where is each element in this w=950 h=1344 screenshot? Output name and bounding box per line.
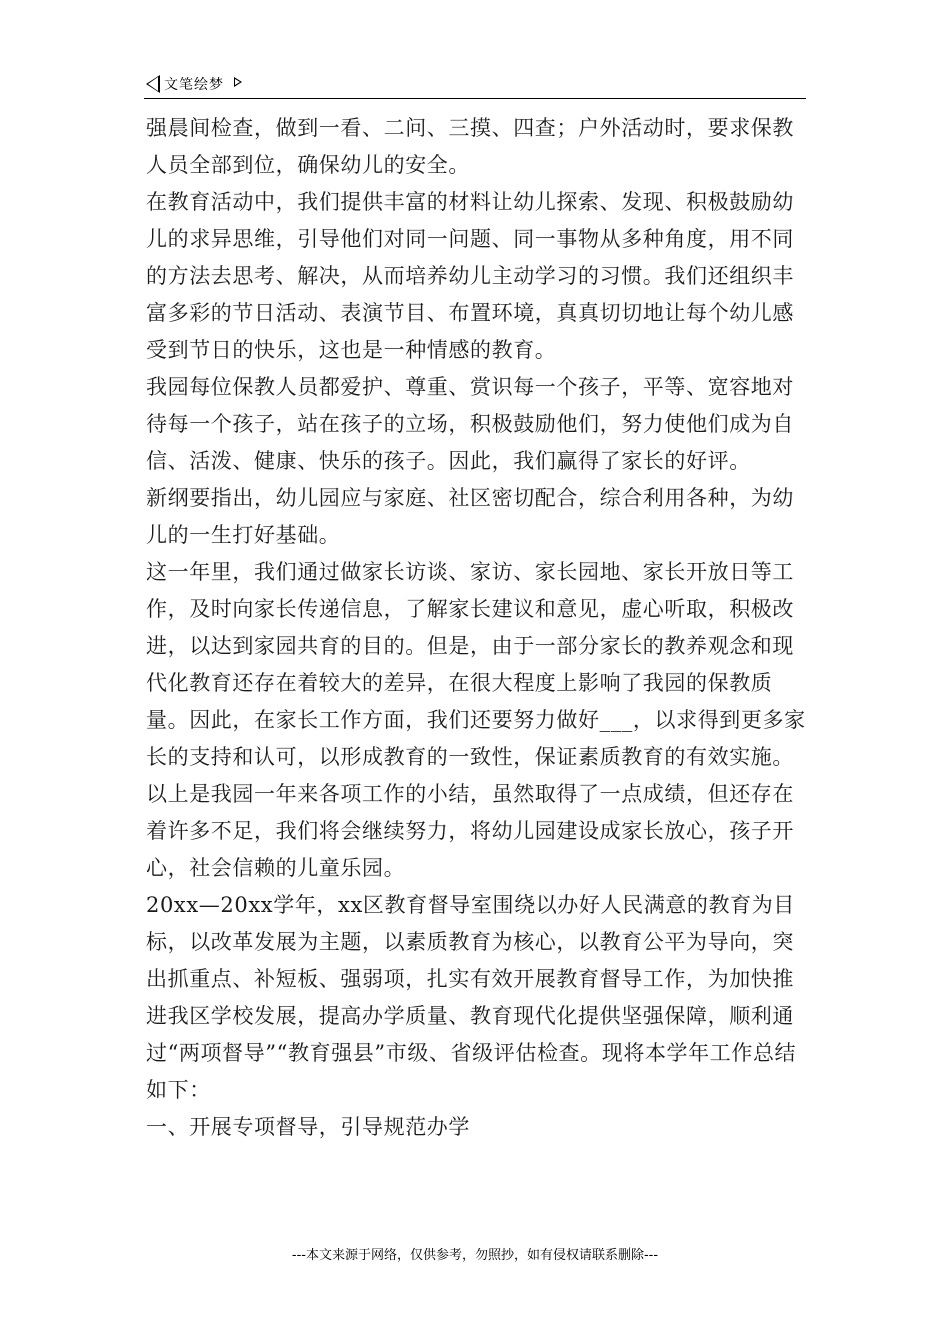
right-triangle-icon — [234, 77, 242, 87]
paragraph: 强晨间检查，做到一看、二问、三摸、四查；户外活动时，要求保教人员全部到位，确保幼儿的安全。 — [146, 116, 794, 177]
section-heading: 一、开展专项督导，引导规范办学 — [146, 1115, 470, 1139]
paragraph: 20xx—20xx学年，xx区教育督导室围绕以办好人民满意的教育为目标，以改革发展为主题，以素质教育为核心，以教育公平为导向，突出抓重点、补短板、强弱项，扎实有效开展教育督导工作，为加快推进我区学校发展，提高办学质量、教育现代化提供坚强保障，顺利通过“两项督导”“教育强县”市级、省级评估检查。现将本学年工作总结如下： — [146, 893, 797, 1102]
page-header — [144, 72, 806, 99]
paragraph: 以上是我园一年来各项工作的小结，虽然取得了一点成绩，但还存在着许多不足，我们将会继续努力，将幼儿园建设成家长放心，孩子开心，社会信赖的儿童乐园。 — [146, 782, 794, 880]
header-brand: 文笔绘梦 — [164, 77, 224, 93]
paragraph: 这一年里，我们通过做家长访谈、家访、家长园地、家长开放日等工作，及时向家长传递信息，了解家长建议和意见，虚心听取，积极改进，以达到家园共育的目的。但是，由于一部分家长的教养观念和现代化教育还存在着较大的差异，在很大程度上影响了我园的保教质量。因此，在家长工作方面，我们还要努力做好___，以求得到更多家长的支持和认可，以形成教育的一致性，保证素质教育的有效实施。 — [146, 560, 806, 769]
footer-disclaimer: ---本文来源于网络，仅供参考，勿照抄，如有侵权请联系删除--- — [291, 1248, 659, 1263]
paragraph: 在教育活动中，我们提供丰富的材料让幼儿探索、发现、积极鼓励幼儿的求异思维，引导他们对同一问题、同一事物从多种角度，用不同的方法去思考、解决，从而培养幼儿主动学习的习惯。我们还组织丰富多彩的节日活动、表演节目、布置环境，真真切切地让每个幼儿感受到节日的快乐，这也是一种情感的教育。 — [146, 190, 794, 362]
document-body — [146, 110, 811, 1146]
paragraph: 我园每位保教人员都爱护、尊重、赏识每一个孩子，平等、宽容地对待每一个孩子，站在孩子的立场，积极鼓励他们，努力使他们成为自信、活泼、健康、快乐的孩子。因此，我们赢得了家长的好评。 — [146, 375, 794, 473]
left-triangle-icon — [146, 75, 160, 93]
paragraph: 新纲要指出，幼儿园应与家庭、社区密切配合，综合利用各种，为幼儿的一生打好基础。 — [146, 486, 794, 547]
